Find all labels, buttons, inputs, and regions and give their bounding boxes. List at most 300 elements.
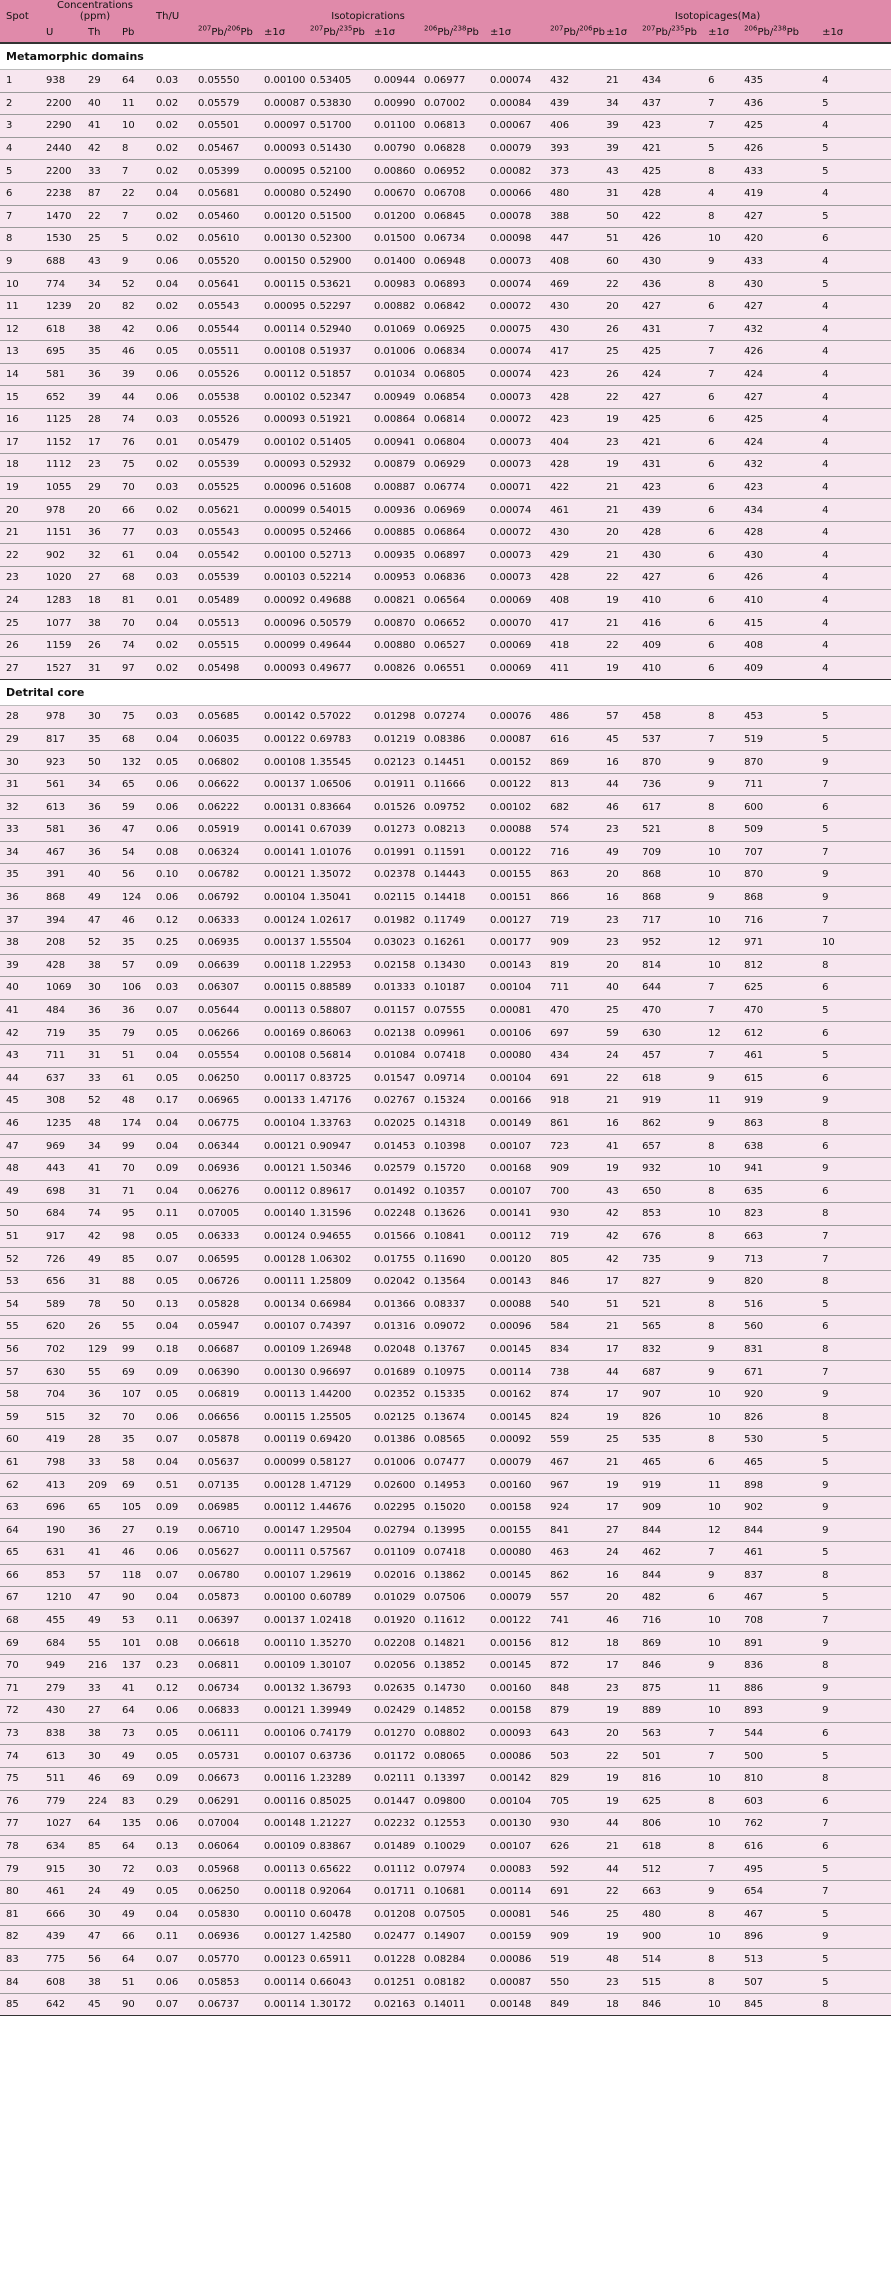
cell-ratio-206-238-sigma: 0.00122: [484, 773, 544, 796]
cell-ratio-206-238-sigma: 0.00073: [484, 567, 544, 590]
cell-age-206-238: 870: [738, 751, 816, 774]
cell-age-207-235: 563: [636, 1722, 702, 1745]
cell-spot: 23: [0, 567, 40, 590]
cell-pb: 55: [116, 1316, 150, 1339]
cell-ratio-207-235-sigma: 0.01029: [368, 1587, 418, 1610]
cell-th: 38: [82, 318, 116, 341]
cell-ratio-206-238: 0.06804: [418, 431, 484, 454]
cell-ratio-207-235-sigma: 0.00887: [368, 476, 418, 499]
cell-pb: 51: [116, 1044, 150, 1067]
cell-ratio-206-238: 0.14953: [418, 1474, 484, 1497]
cell-ratio-207-206: 0.05489: [192, 589, 258, 612]
cell-ratio-207-206-sigma: 0.00137: [258, 1609, 304, 1632]
cell-ratio-206-238: 0.08182: [418, 1971, 484, 1994]
cell-u: 938: [40, 70, 82, 93]
cell-ratio-206-238: 0.06842: [418, 295, 484, 318]
cell-age-207-235: 900: [636, 1926, 702, 1949]
cell-age-206-238-sigma: 4: [816, 318, 891, 341]
cell-u: 695: [40, 341, 82, 364]
cell-age-207-235: 521: [636, 819, 702, 842]
cell-u: 190: [40, 1519, 82, 1542]
cell-age-207-235-sigma: 8: [702, 1948, 738, 1971]
cell-age-207-235: 427: [636, 386, 702, 409]
cell-thu: 0.06: [150, 773, 192, 796]
cell-ratio-207-206-sigma: 0.00147: [258, 1519, 304, 1542]
cell-age-207-206: 829: [544, 1767, 600, 1790]
cell-age-207-206-sigma: 60: [600, 250, 636, 273]
cell-ratio-207-206: 0.05641: [192, 273, 258, 296]
cell-age-207-206: 848: [544, 1677, 600, 1700]
cell-ratio-207-235: 1.22953: [304, 954, 368, 977]
cell-age-207-206-sigma: 17: [600, 1270, 636, 1293]
cell-pb: 74: [116, 634, 150, 657]
cell-age-207-206: 432: [544, 70, 600, 93]
cell-ratio-207-206: 0.05873: [192, 1587, 258, 1610]
cell-ratio-206-238-sigma: 0.00073: [484, 386, 544, 409]
cell-age-207-206-sigma: 51: [600, 228, 636, 251]
cell-th: 22: [82, 205, 116, 228]
cell-ratio-207-235-sigma: 0.01273: [368, 819, 418, 842]
cell-ratio-206-238: 0.06564: [418, 589, 484, 612]
cell-ratio-206-238: 0.06929: [418, 454, 484, 477]
cell-age-207-206: 924: [544, 1496, 600, 1519]
cell-thu: 0.04: [150, 544, 192, 567]
cell-age-207-235-sigma: 10: [702, 1700, 738, 1723]
cell-ratio-207-235: 1.23289: [304, 1767, 368, 1790]
cell-age-207-235-sigma: 6: [702, 386, 738, 409]
cell-age-207-206-sigma: 42: [600, 1203, 636, 1226]
cell-th: 47: [82, 909, 116, 932]
cell-ratio-207-235: 0.56814: [304, 1044, 368, 1067]
cell-ratio-206-238-sigma: 0.00092: [484, 1429, 544, 1452]
cell-age-207-206-sigma: 46: [600, 1609, 636, 1632]
cell-ratio-207-206: 0.06250: [192, 1067, 258, 1090]
table-row: [0, 1157, 891, 1180]
cell-th: 87: [82, 182, 116, 205]
cell-th: 49: [82, 1609, 116, 1632]
cell-age-206-238: 716: [738, 909, 816, 932]
cell-th: 38: [82, 612, 116, 635]
cell-age-206-238-sigma: 8: [816, 1654, 891, 1677]
cell-ratio-207-235-sigma: 0.00936: [368, 499, 418, 522]
cell-age-207-206-sigma: 45: [600, 728, 636, 751]
cell-ratio-207-235-sigma: 0.02232: [368, 1813, 418, 1836]
cell-age-207-235-sigma: 7: [702, 1858, 738, 1881]
cell-age-207-235: 862: [636, 1112, 702, 1135]
cell-u: 923: [40, 751, 82, 774]
cell-age-206-238: 711: [738, 773, 816, 796]
table-row: [0, 499, 891, 522]
cell-u: 608: [40, 1971, 82, 1994]
cell-ratio-207-235: 1.47176: [304, 1090, 368, 1113]
cell-age-206-238: 433: [738, 250, 816, 273]
cell-ratio-207-206: 0.05538: [192, 386, 258, 409]
cell-thu: 0.05: [150, 341, 192, 364]
cell-spot: 21: [0, 521, 40, 544]
table-row: [0, 205, 891, 228]
cell-ratio-207-235-sigma: 0.01755: [368, 1248, 418, 1271]
cell-thu: 0.02: [150, 228, 192, 251]
cell-ratio-207-235-sigma: 0.00941: [368, 431, 418, 454]
table-header: [0, 0, 891, 43]
cell-ratio-207-206: 0.07135: [192, 1474, 258, 1497]
cell-thu: 0.05: [150, 1225, 192, 1248]
cell-pb: 35: [116, 931, 150, 954]
cell-age-207-235: 501: [636, 1745, 702, 1768]
cell-ratio-206-238-sigma: 0.00107: [484, 1135, 544, 1158]
cell-th: 40: [82, 864, 116, 887]
cell-ratio-206-238-sigma: 0.00158: [484, 1700, 544, 1723]
cell-age-207-206-sigma: 39: [600, 115, 636, 138]
cell-th: 39: [82, 386, 116, 409]
cell-age-207-206: 967: [544, 1474, 600, 1497]
cell-age-207-235-sigma: 11: [702, 1090, 738, 1113]
cell-u: 719: [40, 1022, 82, 1045]
cell-th: 30: [82, 1745, 116, 1768]
cell-age-207-206-sigma: 21: [600, 70, 636, 93]
cell-age-207-206-sigma: 21: [600, 1451, 636, 1474]
cell-ratio-207-235: 0.51700: [304, 115, 368, 138]
header-spot: Spot: [0, 0, 40, 22]
cell-u: 208: [40, 931, 82, 954]
cell-thu: 0.07: [150, 1429, 192, 1452]
cell-spot: 2: [0, 92, 40, 115]
cell-age-206-238-sigma: 5: [816, 1451, 891, 1474]
cell-ratio-207-235-sigma: 0.02295: [368, 1496, 418, 1519]
cell-age-207-206-sigma: 25: [600, 341, 636, 364]
cell-age-207-206: 705: [544, 1790, 600, 1813]
cell-age-207-235-sigma: 9: [702, 1112, 738, 1135]
cell-age-207-235: 470: [636, 999, 702, 1022]
cell-age-207-206: 447: [544, 228, 600, 251]
cell-age-206-238: 635: [738, 1180, 816, 1203]
cell-ratio-207-235: 0.67039: [304, 819, 368, 842]
cell-spot: 34: [0, 841, 40, 864]
cell-th: 45: [82, 1993, 116, 2016]
cell-ratio-207-206: 0.06035: [192, 728, 258, 751]
cell-th: 35: [82, 1022, 116, 1045]
cell-age-207-235-sigma: 8: [702, 1135, 738, 1158]
cell-pb: 51: [116, 1971, 150, 1994]
cell-age-207-206: 863: [544, 864, 600, 887]
cell-age-207-206: 428: [544, 454, 600, 477]
cell-age-207-206: 470: [544, 999, 600, 1022]
cell-age-206-238: 495: [738, 1858, 816, 1881]
cell-age-207-235: 421: [636, 431, 702, 454]
cell-age-207-235: 618: [636, 1835, 702, 1858]
cell-ratio-207-235-sigma: 0.01316: [368, 1316, 418, 1339]
cell-ratio-206-238-sigma: 0.00145: [484, 1406, 544, 1429]
cell-thu: 0.09: [150, 1157, 192, 1180]
cell-ratio-206-238: 0.06734: [418, 228, 484, 251]
cell-spot: 64: [0, 1519, 40, 1542]
cell-age-207-206-sigma: 57: [600, 706, 636, 729]
cell-th: 34: [82, 773, 116, 796]
cell-th: 41: [82, 1542, 116, 1565]
cell-spot: 7: [0, 205, 40, 228]
cell-age-206-238: 467: [738, 1903, 816, 1926]
cell-u: 461: [40, 1880, 82, 1903]
cell-ratio-207-235: 1.30107: [304, 1654, 368, 1677]
cell-thu: 0.04: [150, 1112, 192, 1135]
cell-th: 30: [82, 1858, 116, 1881]
cell-spot: 24: [0, 589, 40, 612]
cell-ratio-207-235-sigma: 0.01208: [368, 1903, 418, 1926]
cell-age-207-235-sigma: 10: [702, 909, 738, 932]
cell-age-207-206: 834: [544, 1338, 600, 1361]
cell-age-207-206: 697: [544, 1022, 600, 1045]
cell-ratio-206-238-sigma: 0.00104: [484, 977, 544, 1000]
cell-ratio-207-235-sigma: 0.01298: [368, 706, 418, 729]
cell-ratio-207-235-sigma: 0.00882: [368, 295, 418, 318]
cell-age-207-235-sigma: 10: [702, 1813, 738, 1836]
cell-age-207-235-sigma: 12: [702, 931, 738, 954]
cell-age-207-206: 866: [544, 886, 600, 909]
table-row: [0, 431, 891, 454]
cell-age-207-206: 849: [544, 1993, 600, 2016]
cell-th: 23: [82, 454, 116, 477]
cell-ratio-207-206: 0.06390: [192, 1361, 258, 1384]
cell-age-207-206-sigma: 23: [600, 1971, 636, 1994]
cell-ratio-207-235-sigma: 0.00935: [368, 544, 418, 567]
cell-ratio-207-235-sigma: 0.02579: [368, 1157, 418, 1180]
cell-ratio-206-238: 0.06708: [418, 182, 484, 205]
cell-spot: 35: [0, 864, 40, 887]
cell-pb: 8: [116, 137, 150, 160]
cell-age-207-235-sigma: 8: [702, 1293, 738, 1316]
table-body: [0, 43, 891, 2016]
cell-age-207-206-sigma: 22: [600, 1880, 636, 1903]
cell-ratio-207-235-sigma: 0.01386: [368, 1429, 418, 1452]
cell-thu: 0.04: [150, 1180, 192, 1203]
cell-ratio-206-238-sigma: 0.00083: [484, 1858, 544, 1881]
cell-age-207-235: 832: [636, 1338, 702, 1361]
cell-ratio-207-206-sigma: 0.00110: [258, 1903, 304, 1926]
cell-ratio-206-238: 0.13674: [418, 1406, 484, 1429]
cell-ratio-207-235-sigma: 0.01447: [368, 1790, 418, 1813]
cell-u: 430: [40, 1700, 82, 1723]
cell-age-206-238: 426: [738, 341, 816, 364]
cell-age-206-238-sigma: 4: [816, 408, 891, 431]
cell-ratio-206-238: 0.07555: [418, 999, 484, 1022]
cell-thu: 0.13: [150, 1293, 192, 1316]
cell-age-207-235: 428: [636, 521, 702, 544]
cell-u: 1055: [40, 476, 82, 499]
cell-ratio-206-238-sigma: 0.00088: [484, 819, 544, 842]
cell-age-207-206-sigma: 25: [600, 999, 636, 1022]
cell-ratio-207-235-sigma: 0.01157: [368, 999, 418, 1022]
cell-thu: 0.07: [150, 1993, 192, 2016]
cell-age-207-206: 643: [544, 1722, 600, 1745]
cell-age-206-238: 425: [738, 408, 816, 431]
cell-age-206-238: 419: [738, 182, 816, 205]
cell-ratio-206-238: 0.09072: [418, 1316, 484, 1339]
table-row: [0, 1044, 891, 1067]
cell-ratio-206-238: 0.13767: [418, 1338, 484, 1361]
cell-ratio-207-206-sigma: 0.00108: [258, 341, 304, 364]
cell-u: 581: [40, 819, 82, 842]
cell-ratio-206-238-sigma: 0.00074: [484, 273, 544, 296]
cell-age-207-235-sigma: 9: [702, 1564, 738, 1587]
cell-age-207-235: 844: [636, 1564, 702, 1587]
cell-thu: 0.04: [150, 1587, 192, 1610]
cell-age-206-238: 507: [738, 1971, 816, 1994]
cell-ratio-207-235: 0.85025: [304, 1790, 368, 1813]
cell-ratio-206-238-sigma: 0.00079: [484, 1587, 544, 1610]
cell-age-207-235: 868: [636, 886, 702, 909]
cell-age-207-235-sigma: 8: [702, 796, 738, 819]
cell-age-206-238: 820: [738, 1270, 816, 1293]
cell-ratio-207-206-sigma: 0.00118: [258, 1880, 304, 1903]
cell-age-207-206-sigma: 20: [600, 1722, 636, 1745]
cell-age-207-235: 428: [636, 182, 702, 205]
cell-age-206-238: 519: [738, 728, 816, 751]
cell-ratio-206-238-sigma: 0.00102: [484, 796, 544, 819]
cell-age-206-238-sigma: 6: [816, 1135, 891, 1158]
cell-ratio-207-206: 0.06307: [192, 977, 258, 1000]
cell-ratio-207-235-sigma: 0.00870: [368, 612, 418, 635]
cell-ratio-207-206-sigma: 0.00116: [258, 1790, 304, 1813]
cell-age-206-238: 423: [738, 476, 816, 499]
cell-age-207-235-sigma: 9: [702, 1361, 738, 1384]
table-row: [0, 773, 891, 796]
cell-ratio-207-235: 0.57022: [304, 706, 368, 729]
cell-ratio-207-206: 0.06595: [192, 1248, 258, 1271]
cell-pb: 90: [116, 1993, 150, 2016]
cell-pb: 74: [116, 408, 150, 431]
cell-age-207-235: 458: [636, 706, 702, 729]
cell-age-206-238: 461: [738, 1044, 816, 1067]
cell-u: 917: [40, 1225, 82, 1248]
cell-ratio-206-238: 0.14011: [418, 1993, 484, 2016]
cell-ratio-207-206: 0.06792: [192, 886, 258, 909]
cell-ratio-207-235-sigma: 0.01112: [368, 1858, 418, 1881]
table-row: [0, 1790, 891, 1813]
cell-age-207-206: 909: [544, 1157, 600, 1180]
cell-ratio-207-235: 0.60789: [304, 1587, 368, 1610]
cell-spot: 49: [0, 1180, 40, 1203]
cell-ratio-207-206-sigma: 0.00095: [258, 160, 304, 183]
cell-ratio-207-206: 0.06965: [192, 1090, 258, 1113]
cell-age-206-238-sigma: 8: [816, 1564, 891, 1587]
cell-age-206-238: 560: [738, 1316, 816, 1339]
cell-age-206-238: 432: [738, 454, 816, 477]
cell-ratio-207-235: 0.51405: [304, 431, 368, 454]
table-row: [0, 182, 891, 205]
cell-ratio-207-206: 0.05525: [192, 476, 258, 499]
header-sigma: ±1σ: [600, 22, 636, 43]
cell-age-207-235: 846: [636, 1654, 702, 1677]
cell-pb: 73: [116, 1722, 150, 1745]
cell-age-207-235: 480: [636, 1903, 702, 1926]
cell-age-207-235: 427: [636, 567, 702, 590]
cell-ratio-206-238-sigma: 0.00073: [484, 250, 544, 273]
cell-age-207-235: 416: [636, 612, 702, 635]
table-row: [0, 1361, 891, 1384]
cell-age-207-235-sigma: 6: [702, 1587, 738, 1610]
cell-ratio-207-206-sigma: 0.00103: [258, 567, 304, 590]
cell-age-206-238-sigma: 4: [816, 476, 891, 499]
cell-age-207-206: 626: [544, 1835, 600, 1858]
cell-thu: 0.02: [150, 137, 192, 160]
cell-age-206-238-sigma: 6: [816, 796, 891, 819]
cell-age-207-206-sigma: 22: [600, 567, 636, 590]
cell-age-206-238-sigma: 4: [816, 182, 891, 205]
cell-u: 1151: [40, 521, 82, 544]
cell-u: 684: [40, 1632, 82, 1655]
cell-ratio-206-238: 0.10398: [418, 1135, 484, 1158]
cell-ratio-207-206: 0.05479: [192, 431, 258, 454]
cell-ratio-207-206: 0.06397: [192, 1609, 258, 1632]
cell-ratio-207-206-sigma: 0.00132: [258, 1677, 304, 1700]
cell-age-207-235-sigma: 6: [702, 657, 738, 680]
cell-pb: 39: [116, 363, 150, 386]
cell-pb: 70: [116, 1157, 150, 1180]
cell-ratio-207-235-sigma: 0.01069: [368, 318, 418, 341]
cell-spot: 42: [0, 1022, 40, 1045]
cell-spot: 46: [0, 1112, 40, 1135]
cell-age-207-235-sigma: 7: [702, 318, 738, 341]
cell-ratio-207-206: 0.05539: [192, 567, 258, 590]
cell-u: 798: [40, 1451, 82, 1474]
cell-age-207-206-sigma: 21: [600, 1316, 636, 1339]
cell-age-207-235: 625: [636, 1790, 702, 1813]
cell-age-207-206: 812: [544, 1632, 600, 1655]
cell-u: 704: [40, 1383, 82, 1406]
cell-ratio-207-206-sigma: 0.00115: [258, 273, 304, 296]
cell-ratio-207-206-sigma: 0.00102: [258, 431, 304, 454]
cell-ratio-207-206: 0.05539: [192, 454, 258, 477]
cell-spot: 74: [0, 1745, 40, 1768]
cell-age-207-235-sigma: 8: [702, 1429, 738, 1452]
cell-ratio-206-238-sigma: 0.00160: [484, 1474, 544, 1497]
cell-u: 455: [40, 1609, 82, 1632]
cell-ratio-207-206-sigma: 0.00092: [258, 589, 304, 612]
cell-age-207-235-sigma: 6: [702, 589, 738, 612]
cell-ratio-207-235: 1.02617: [304, 909, 368, 932]
cell-th: 85: [82, 1835, 116, 1858]
cell-spot: 3: [0, 115, 40, 138]
cell-ratio-206-238: 0.14730: [418, 1677, 484, 1700]
cell-age-206-238: 430: [738, 273, 816, 296]
cell-ratio-207-206-sigma: 0.00115: [258, 1406, 304, 1429]
cell-thu: 0.02: [150, 634, 192, 657]
cell-ratio-206-238-sigma: 0.00142: [484, 1767, 544, 1790]
cell-u: 684: [40, 1203, 82, 1226]
header-sigma: ±1σ: [484, 22, 544, 43]
cell-age-206-238: 868: [738, 886, 816, 909]
cell-ratio-206-238-sigma: 0.00143: [484, 1270, 544, 1293]
cell-spot: 37: [0, 909, 40, 932]
cell-age-207-206-sigma: 26: [600, 363, 636, 386]
cell-age-207-235-sigma: 10: [702, 1203, 738, 1226]
cell-thu: 0.06: [150, 363, 192, 386]
table-row: [0, 657, 891, 680]
cell-ratio-207-206-sigma: 0.00087: [258, 92, 304, 115]
cell-ratio-207-235: 1.44200: [304, 1383, 368, 1406]
cell-pb: 101: [116, 1632, 150, 1655]
cell-spot: 40: [0, 977, 40, 1000]
cell-thu: 0.18: [150, 1338, 192, 1361]
cell-age-207-206: 503: [544, 1745, 600, 1768]
cell-age-207-235: 952: [636, 931, 702, 954]
cell-age-207-206: 467: [544, 1451, 600, 1474]
cell-age-207-235-sigma: 8: [702, 1971, 738, 1994]
cell-age-207-206: 393: [544, 137, 600, 160]
cell-ratio-207-206-sigma: 0.00130: [258, 228, 304, 251]
cell-age-207-206: 805: [544, 1248, 600, 1271]
cell-u: 868: [40, 886, 82, 909]
